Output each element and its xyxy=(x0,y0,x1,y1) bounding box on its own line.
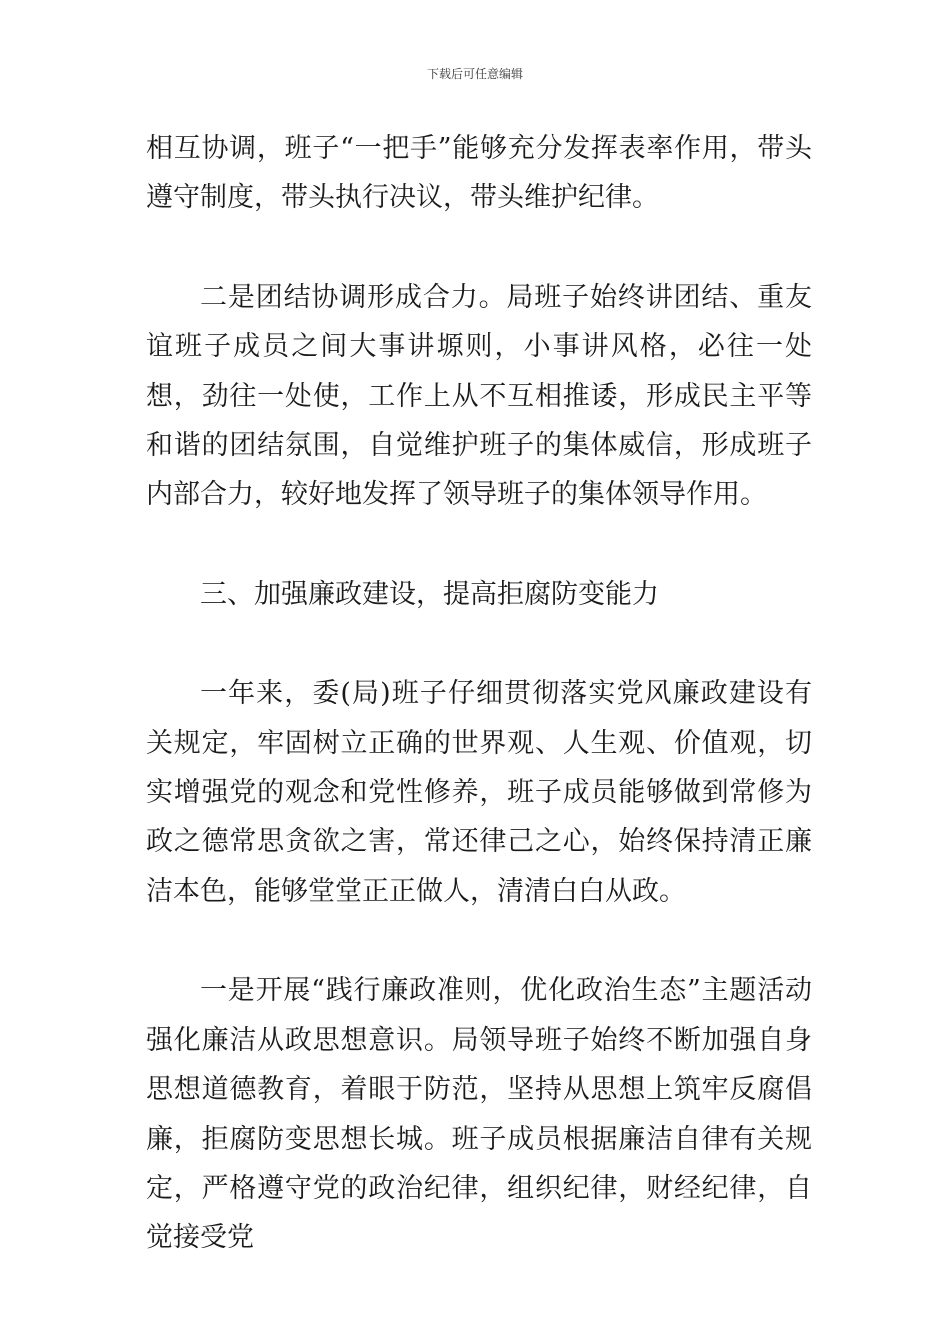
paragraph-integrity: 一年来，委(局)班子仔细贯彻落实党风廉政建设有关规定，牢固树立正确的世界观、人生观、价值观，切实增强党的观念和党性修养，班子成员能够做到常修为政之德常思贪欲之害，常还律己之心，始终保持清正廉洁本色，能够堂堂正正做人，清清白白从政。 xyxy=(146,678,812,907)
document-body xyxy=(146,124,812,1263)
paragraph-gap xyxy=(146,619,812,669)
paragraph-gap xyxy=(146,916,812,966)
paragraph-activity: 一是开展“践行廉政准则，优化政治生态”主题活动强化廉洁从政思想意识。局领导班子始终不断加强自身思想道德教育，着眼于防范，坚持从思想上筑牢反腐倡廉，拒腐防变思想长城。班子成员根据廉洁自律有关规定，严格遵守党的政治纪律，组织纪律，财经纪律，自觉接受党 xyxy=(146,975,812,1254)
paragraph-gap xyxy=(146,223,812,273)
paragraph-gap xyxy=(146,520,812,570)
paragraph-continuation: 相互协调，班子“一把手”能够充分发挥表率作用，带头遵守制度，带头执行决议，带头维护纪律。 xyxy=(146,133,812,214)
section-heading: 三、加强廉政建设，提高拒腐防变能力 xyxy=(200,578,659,610)
page-header-note: 下载后可任意编辑 xyxy=(426,67,523,81)
paragraph-unity: 二是团结协调形成合力。局班子始终讲团结、重友谊班子成员之间大事讲塬则，小事讲风格，必往一处想，劲往一处使，工作上从不互相推诿，形成民主平等和谐的团结氛围，自觉维护班子的集体威信，形成班子内部合力，较好地发挥了领导班子的集体领导作用。 xyxy=(146,281,812,511)
